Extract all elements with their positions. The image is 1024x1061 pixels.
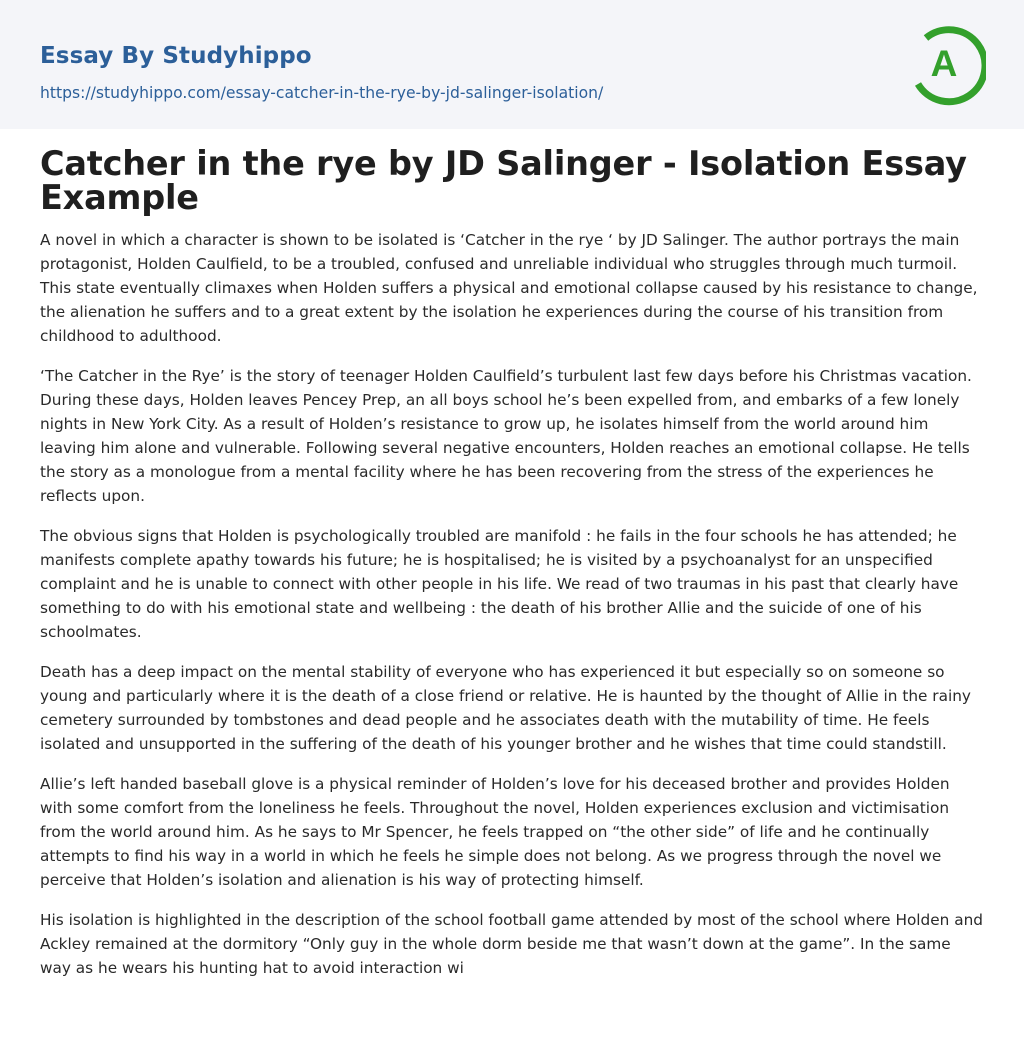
paragraph: A novel in which a character is shown to be isolated is ‘Catcher in the rye ‘ by JD Salinger. The author portrays the main protagonist, Holden Caulfield, to be a troubled, confused and unreliable individual who struggles through much turmoil. This state eventually climaxes when Holden suffers a physical and emotional collapse caused by his resistance to change, the alienation he suffers and to a great extent by the isolation he experiences during the course of his transition from childhood to adulthood. (40, 231, 978, 345)
paragraph: His isolation is highlighted in the description of the school football game attended by most of the school where Holden and Ackley remained at the dormitory “Only guy in the whole dorm beside me that wasn’t down at the game”. In the same way as he wears his hunting hat to avoid interaction wi (40, 911, 984, 977)
page-url-link[interactable]: https://studyhippo.com/essay-catcher-in-the-rye-by-jd-salinger-isolation/ (40, 84, 604, 102)
paragraph: ‘The Catcher in the Rye’ is the story of teenager Holden Caulfield’s turbulent last few days before his Christmas vacation. During these days, Holden leaves Pencey Prep, an all boys school he’s been expelled from, and embarks of a few lonely nights in New York City. As a result of Holden’s resistance to grow up, he isolates himself from the world around him leaving him alone and vulnerable. Following several negative encounters, Holden reaches an emotional collapse. He tells the story as a monologue from a mental facility where he has been recovering from the stress of the experiences he reflects upon. (40, 367, 972, 505)
paragraph: Allie’s left handed baseball glove is a physical reminder of Holden’s love for his deceased brother and provides Holden with some comfort from the loneliness he feels. Throughout the novel, Holden experiences exclusion and victimisation from the world around him. As he says to Mr Spencer, he feels trapped on “the other side” of life and he continually attempts to find his way in a world in which he feels he simple does not belong. As we progress through the novel we perceive that Holden’s isolation and alienation is his way of protecting himself. (40, 775, 950, 889)
article (0, 129, 1024, 980)
page-title: Catcher in the rye by JD Salinger - Isolation Essay Example (40, 144, 967, 217)
paragraph: Death has a deep impact on the mental stability of everyone who has experienced it but especially so on someone so young and particularly where it is the death of a close friend or relative. He is haunted by the thought of Allie in the rainy cemetery surrounded by tombstones and dead people and he associates death with the mutability of time. He feels isolated and unsupported in the suffering of the death of his younger brother and he wishes that time could standstill. (40, 663, 971, 753)
site-brand[interactable]: Essay By Studyhippo (40, 43, 312, 69)
logo-letter: A (930, 43, 958, 84)
logo-ring-icon[interactable] (914, 18, 986, 106)
site-header (0, 0, 1024, 129)
paragraph: The obvious signs that Holden is psychologically troubled are manifold : he fails in the four schools he has attended; he manifests complete apathy towards his future; he is hospitalised; he is visited by a psychoanalyst for an unspecified complaint and he is unable to connect with other people in his life. We read of two traumas in his past that clearly have something to do with his emotional state and wellbeing : the death of his brother Allie and the suicide of one of his schoolmates. (40, 527, 959, 641)
